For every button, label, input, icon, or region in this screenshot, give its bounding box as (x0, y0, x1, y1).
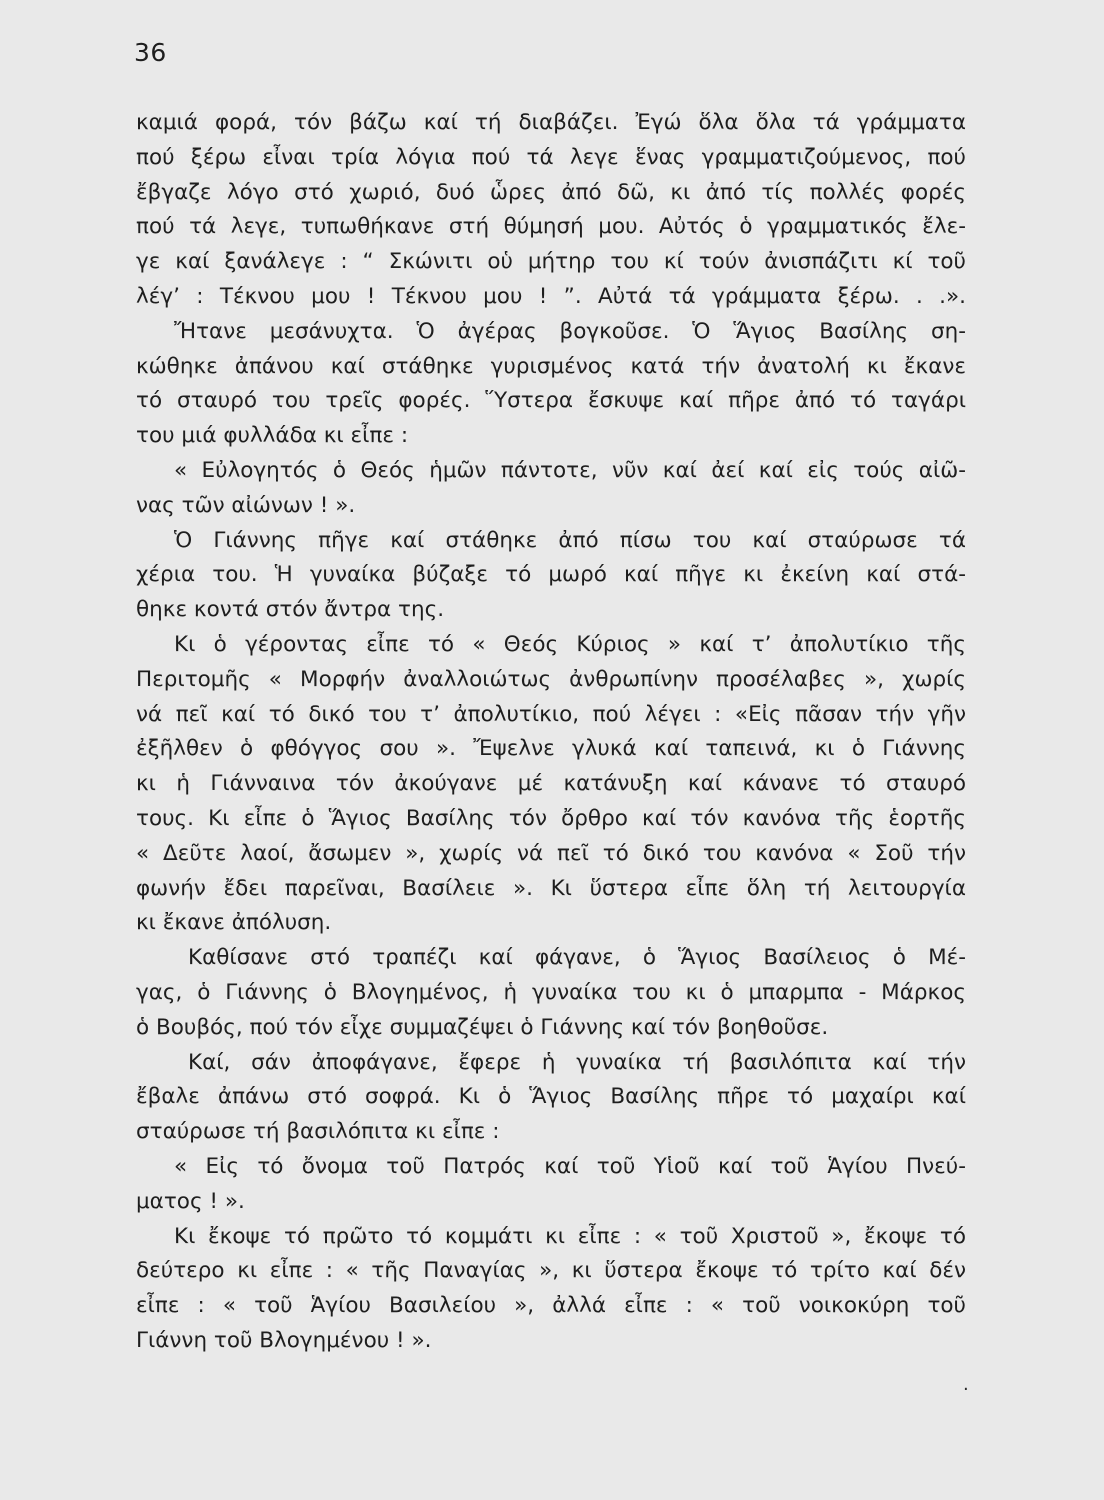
text-line: Κι ἔκοψε τό πρῶτο τό κομμάτι κι εἶπε : « τοῦ Χριστοῦ », ἔκοψε τό (174, 1223, 966, 1249)
text-line: πού τά λεγε, τυπωθήκανε στή θύμησή μου. Αὐτός ὁ γραμματικός ἔλε- (136, 214, 966, 240)
text-line: τό σταυρό του τρεῖς φορές. Ὕστερα ἔσκυψε καί πῆρε ἀπό τό ταγάρι (136, 388, 966, 414)
text-line: λέγ’ : Τέκνου μου ! Τέκνου μου ! ”. Αὐτά τά γράμματα ξέρω. . .». (136, 283, 966, 309)
text-line: Περιτομῆς « Μορφήν ἀναλλοιώτως ἀνθρωπίνην προσέλαβες », χωρίς (136, 666, 966, 692)
text-line: Γιάννη τοῦ Βλογημένου ! ». (136, 1327, 432, 1353)
text-line: ὁ Βουβός, πού τόν εἶχε συμμαζέψει ὁ Γιάννης καί τόν βοηθοῦσε. (136, 1014, 829, 1040)
text-line: πού ξέρω εἶναι τρία λόγια πού τά λεγε ἕνας γραμματιζούμενος, πού (136, 144, 966, 170)
text-line: Καθίσανε στό τραπέζι καί φάγανε, ὁ Ἅγιος Βασίλειος ὁ Μέ- (188, 945, 966, 971)
text-line: « Εὐλογητός ὁ Θεός ἡμῶν πάντοτε, νῦν καί ἀεί καί εἰς τούς αἰῶ- (174, 457, 966, 483)
text-line: κι ἡ Γιάνναινα τόν ἀκούγανε μέ κατάνυξη καί κάνανε τό σταυρό (136, 771, 966, 797)
text-line: γε καί ξανάλεγε : “ Σκώνιτι οὑ μήτηρ του κί τούν ἀνισπάζιτι κί τοῦ (136, 249, 966, 275)
text-line: Κι ὁ γέροντας εἶπε τό « Θεός Κύριος » καί τ’ ἀπολυτίκιο τῆς (174, 631, 966, 657)
text-line: « Εἰς τό ὄνομα τοῦ Πατρός καί τοῦ Υἱοῦ καί τοῦ Ἁγίου Πνεύ- (174, 1153, 966, 1179)
text-line: δεύτερο κι εἶπε : « τῆς Παναγίας », κι ὕστερα ἔκοψε τό τρίτο καί δέν (136, 1258, 966, 1284)
text-line: νά πεῖ καί τό δικό του τ’ ἀπολυτίκιο, πού λέγει : «Εἰς πᾶσαν τήν γῆν (136, 701, 966, 727)
text-line: ματος ! ». (136, 1188, 245, 1214)
text-line: ἔβαλε ἀπάνω στό σοφρά. Κι ὁ Ἅγιος Βασίλης πῆρε τό μαχαίρι καί (136, 1084, 966, 1110)
bottom-dot-mark: . (963, 1374, 969, 1395)
page-number: 36 (134, 38, 167, 67)
text-line: γας, ὁ Γιάννης ὁ Βλογημένος, ἡ γυναίκα του κι ὁ μπαρμπα - Μάρκος (136, 979, 966, 1005)
text-line: τους. Κι εἶπε ὁ Ἅγιος Βασίλης τόν ὄρθρο καί τόν κανόνα τῆς ἑορτῆς (136, 805, 966, 831)
body-text (136, 106, 966, 1359)
text-line: « Δεῦτε λαοί, ἄσωμεν », χωρίς νά πεῖ τό δικό του κανόνα « Σοῦ τήν (136, 840, 966, 866)
text-line: ἔβγαζε λόγο στό χωριό, δυό ὧρες ἀπό δῶ, κι ἀπό τίς πολλές φορές (136, 179, 966, 205)
text-line: ἐξῆλθεν ὁ φθόγγος σου ». Ἔψελνε γλυκά καί ταπεινά, κι ὁ Γιάννης (136, 736, 966, 762)
text-line: Ἤτανε μεσάνυχτα. Ὁ ἀγέρας βογκοῦσε. Ὁ Ἅγιος Βασίλης ση- (174, 318, 966, 344)
text-line: σταύρωσε τή βασιλόπιτα κι εἶπε : (136, 1119, 500, 1145)
text-line: Ὁ Γιάννης πῆγε καί στάθηκε ἀπό πίσω του καί σταύρωσε τά (174, 527, 966, 553)
text-line: του μιά φυλλάδα κι εἶπε : (136, 423, 409, 449)
text-line: Καί, σάν ἀποφάγανε, ἔφερε ἡ γυναίκα τή βασιλόπιτα καί τήν (188, 1049, 966, 1075)
text-line: κι ἔκανε ἀπόλυση. (136, 910, 332, 936)
text-line: καμιά φορά, τόν βάζω καί τή διαβάζει. Ἐγώ ὅλα ὅλα τά γράμματα (136, 110, 966, 135)
text-line: νας τῶν αἰώνων ! ». (136, 492, 356, 518)
text-line: κώθηκε ἀπάνου καί στάθηκε γυρισμένος κατά τήν ἀνατολή κι ἔκανε (136, 353, 966, 379)
text-line: θηκε κοντά στόν ἄντρα της. (136, 597, 445, 623)
text-line: χέρια του. Ἡ γυναίκα βύζαξε τό μωρό καί πῆγε κι ἐκείνη καί στά- (136, 562, 966, 588)
text-line: φωνήν ἔδει παρεῖναι, Βασίλειε ». Κι ὕστερα εἶπε ὅλη τή λειτουργία (136, 875, 966, 901)
text-line: εἶπε : « τοῦ Ἁγίου Βασιλείου », ἀλλά εἶπε : « τοῦ νοικοκύρη τοῦ (136, 1293, 966, 1319)
